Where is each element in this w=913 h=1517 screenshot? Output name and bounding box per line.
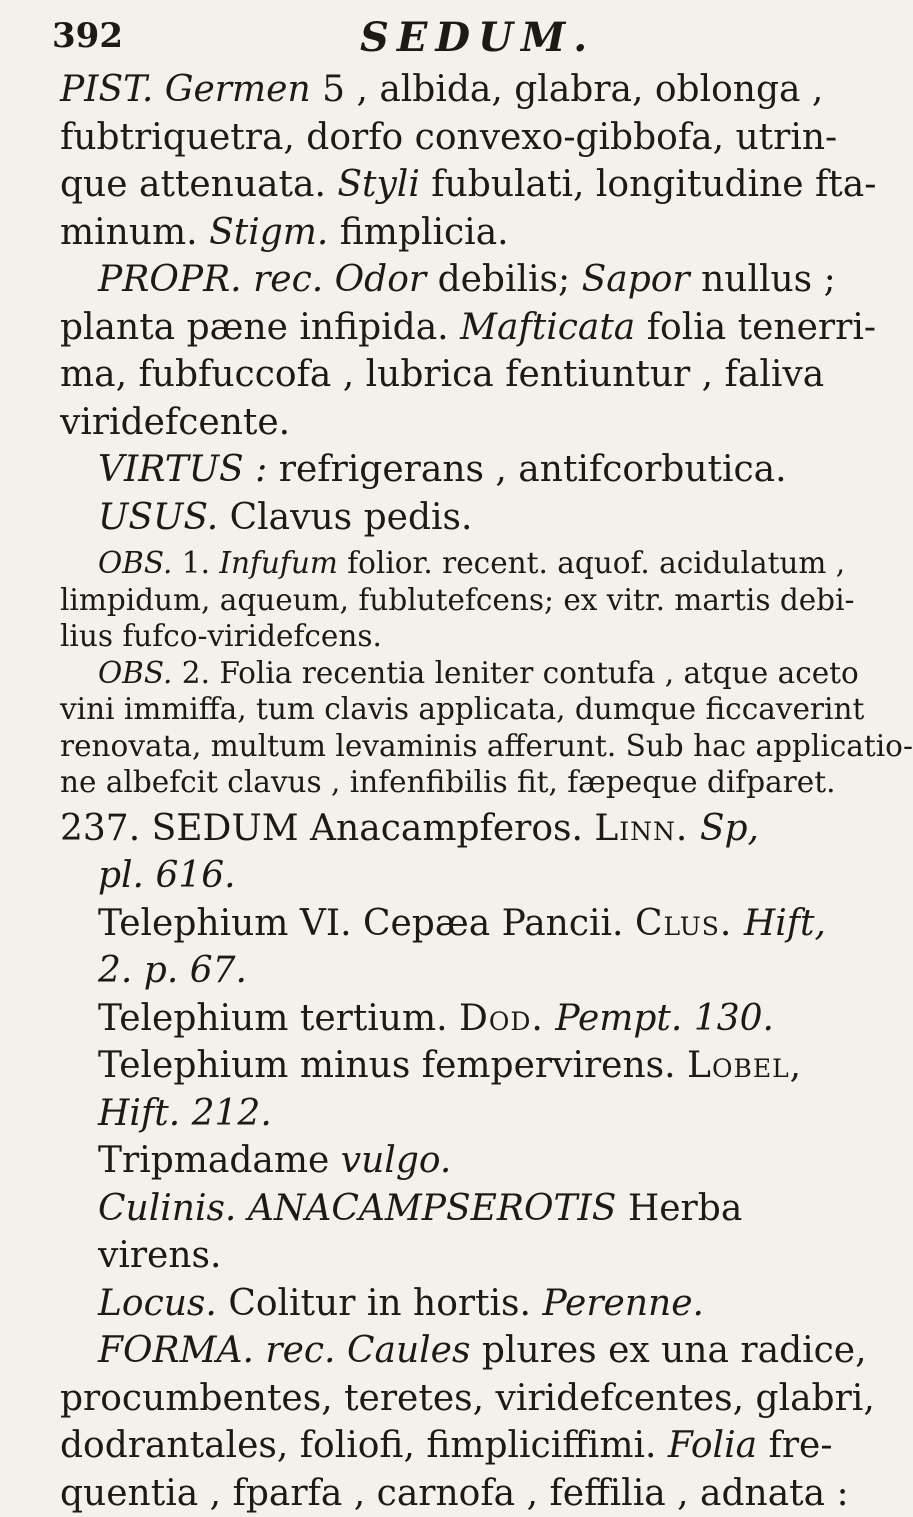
section-label-virtus: VIRTUS : — [98, 449, 268, 490]
running-title: SEDUM. — [360, 14, 596, 61]
section-label-obs2: OBS. — [98, 655, 173, 690]
species-entry: 237. SEDUM Anacampferos. Linn. Sp, pl. 616. Telephium VI. Cepæa Pancii. Clus. Hift, 2. p. 67. Telephium tertium. Dod. Pempt. 130. Telephium minus fempervirens. Lobel, Hift. 212. Tripmadame vulgo. Culinis. ANACAMPSEROTIS Herba virens. — [60, 807, 826, 1276]
properties-paragraph: PROPR. rec. Odor debilis; Sapor nullus ; planta pæne infipida. Mafticata folia tenerri- ma, fubfuccofa , lubrica fentiuntur , faliva viridefcente. — [60, 259, 877, 443]
locus-paragraph: Locus. Colitur in hortis. Perenne. — [98, 1282, 704, 1324]
synonym-dodonaeus: Telephium tertium. — [98, 997, 448, 1039]
section-label-usus: USUS. — [98, 496, 219, 538]
section-label-pist: PIST. — [60, 69, 154, 110]
synonym-lobel: Telephium minus fempervirens. — [98, 1045, 676, 1086]
vernacular-name: Tripmadame — [98, 1140, 330, 1181]
page-number: 392 — [52, 16, 123, 56]
section-label-propr: PROPR. — [98, 259, 242, 300]
forma-paragraph: FORMA. rec. Caules plures ex una radice, procumbentes, teretes, viridefcentes, glabri, dodrantales, foliofi, fimpliciffimi. Folia fre- quentia , fparfa , carnofa , feffilia , adnata : — [60, 1330, 875, 1514]
page-header — [52, 14, 778, 66]
species-heading: 237. SEDUM Anacampferos. — [60, 807, 583, 849]
section-label-locus: Locus. — [98, 1282, 217, 1324]
synonym-clusius: Telephium VI. Cepæa Pancii. — [98, 902, 624, 944]
pistil-paragraph: PIST. Germen 5 , albida, glabra, oblonga , fubtriquetra, dorfo convexo-gibbofa, utrin- que attenuata. Styli fubulati, longitudine fta- minum. Stigm. fimplicia. — [60, 69, 877, 253]
observation-1: OBS. 1. Infufum folior. recent. aquof. acidulatum , limpidum, aqueum, fublutefcens; ex vitr. martis debi- lius fufco-viridefcens. — [60, 546, 855, 653]
virtus-paragraph: VIRTUS : refrigerans , antifcorbutica. — [98, 449, 787, 490]
observation-2: OBS. 2. Folia recentia leniter contufa , atque aceto vini immiffa, tum clavis applicata, dumque ficcaverint renovata, multum levaminis afferunt. Sub hac applicatio- ne albefcit clavus , infenfibilis fit, fæpeque difparet. — [60, 655, 913, 799]
section-label-forma: FORMA. — [98, 1330, 254, 1371]
culinary-name: ANACAMPSEROTIS — [247, 1187, 617, 1229]
usus-paragraph: USUS. Clavus pedis. — [98, 496, 473, 538]
section-label-obs1: OBS. — [98, 546, 173, 580]
